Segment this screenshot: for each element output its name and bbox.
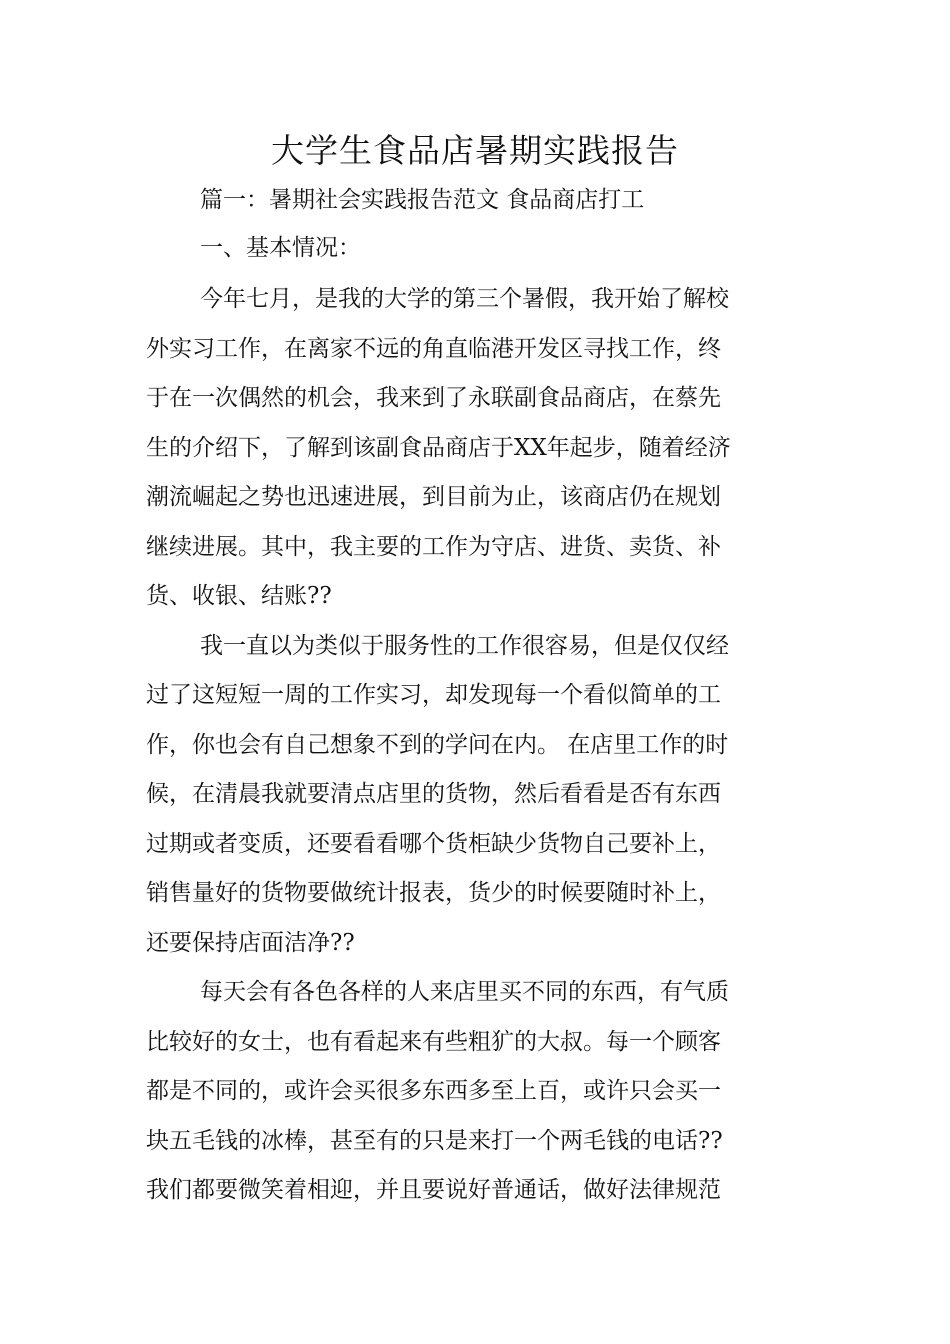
text-line: 比较好的女士，也有看起来有些粗犷的大叔。每一个顾客 — [146, 1028, 721, 1055]
text-line: 今年七月，是我的大学的第三个暑假，我开始了解校 — [200, 286, 729, 312]
text-line: 候，在清晨我就要清点店里的货物，然后看看是否有东西 — [146, 781, 721, 807]
text-line: 于在一次偶然的机会，我来到了永联副食品商店，在蔡先 — [146, 385, 721, 411]
text-line: 我一直以为类似于服务性的工作很容易，但是仅仅经 — [200, 632, 729, 659]
text-line: 销售量好的货物要做统计报表，货少的时候要随时补上， — [146, 880, 721, 906]
body-text — [146, 281, 806, 1222]
text-line: 每天会有各色各样的人来店里买不同的东西，有气质 — [200, 979, 729, 1005]
text-line: 生的介绍下，了解到该副食品商店于XX年起步，随着经济 — [146, 434, 731, 461]
document-subtitle: 篇一：暑期社会实践报告范文 食品商店打工 — [200, 187, 645, 213]
text-line: 过期或者变质，还要看看哪个货柜缺少货物自己要补上， — [146, 830, 721, 857]
text-line: 块五毛钱的冰棒，甚至有的只是来打一个两毛钱的电话?? — [146, 1127, 723, 1154]
section-heading: 一、基本情况： — [200, 235, 361, 261]
text-line: 过了这短短一周的工作实习，却发现每一个看似简单的工 — [146, 682, 721, 708]
text-line: 货、收银、结账?? — [146, 583, 332, 609]
text-line: 作，你也会有自己想象不到的学问在内。 在店里工作的时 — [146, 731, 729, 758]
text-line: 潮流崛起之势也迅速进展，到目前为止，该商店仍在规划 — [146, 484, 721, 510]
text-line: 外实习工作，在离家不远的角直临港开发区寻找工作，终 — [146, 335, 721, 362]
text-line: 继续进展。其中，我主要的工作为守店、进货、卖货、补 — [146, 533, 721, 560]
document-title: 大学生食品店暑期实践报告 — [271, 131, 679, 170]
text-line: 都是不同的，或许会买很多东西多至上百，或许只会买一 — [146, 1078, 721, 1104]
text-line: 我们都要微笑着相迎，并且要说好普通话，做好法律规范 — [146, 1177, 721, 1203]
text-line: 还要保持店面洁净?? — [146, 929, 355, 956]
